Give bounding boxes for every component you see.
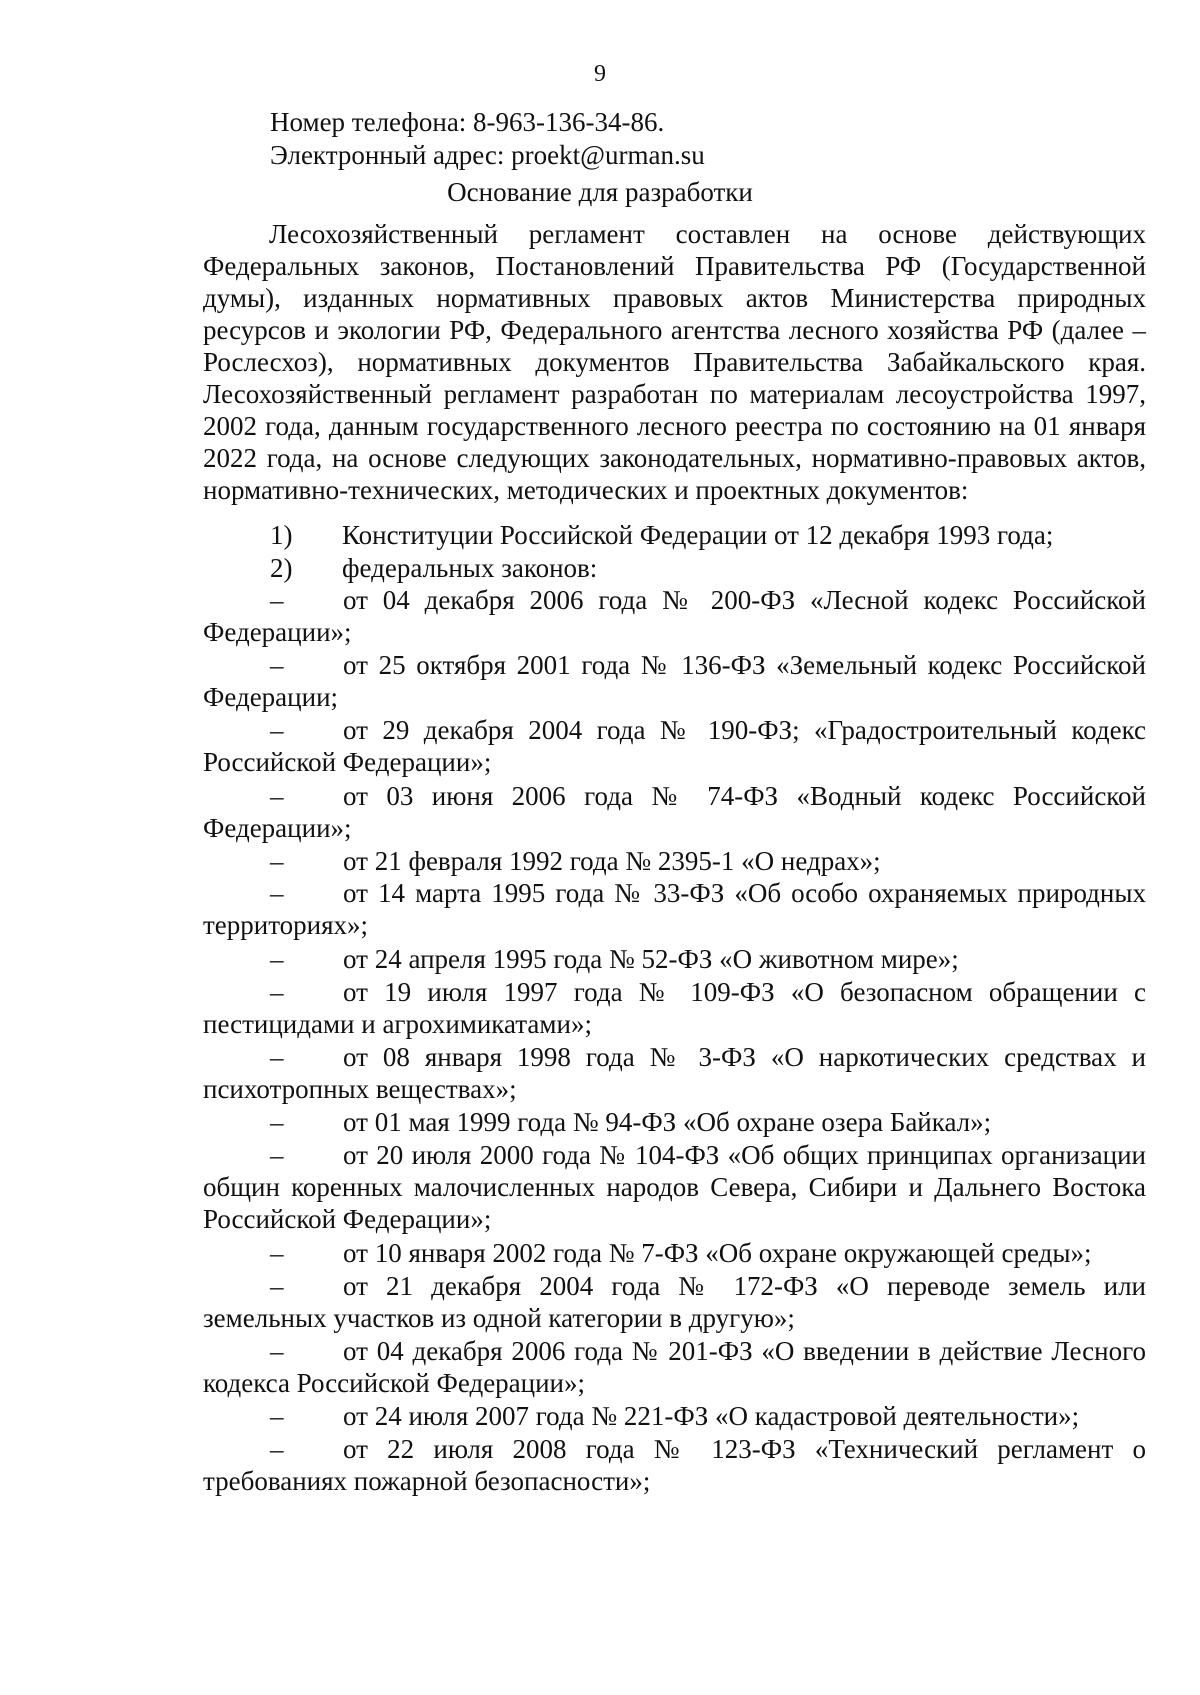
law-item: от 19 июля 1997 года № 109-ФЗ «О безопасном обращении с пестицидами и агрохимикатами»;: [203, 977, 1146, 1039]
law-item: от 25 октября 2001 года № 136-ФЗ «Земельный кодекс Российской Федерации;: [203, 650, 1146, 712]
list-dash: –: [270, 1434, 284, 1464]
law-item: от 21 декабря 2004 года № 172-ФЗ «О переводе земель или земельных участков из одной категории в другую»;: [203, 1271, 1146, 1333]
numbered-item-1-text: Конституции Российской Федерации от 12 декабря 1993 года;: [342, 520, 1054, 550]
list-dash: –: [270, 846, 284, 876]
list-dash: –: [270, 944, 284, 974]
list-dash: –: [270, 878, 284, 908]
law-item: от 04 декабря 2006 года № 201-ФЗ «О введении в действие Лесного кодекса Российской Федерации»;: [203, 1336, 1146, 1398]
law-item: от 20 июля 2000 года № 104-ФЗ «Об общих принципах организации общин коренных малочисленных народов Севера, Сибири и Дальнего Востока Российской Федерации»;: [203, 1140, 1146, 1234]
numbered-item-1-label: 1): [270, 520, 293, 550]
law-item: от 03 июня 2006 года № 74-ФЗ «Водный кодекс Российской Федерации»;: [203, 781, 1146, 843]
law-item: от 24 апреля 1995 года № 52-ФЗ «О животном мире»;: [343, 944, 959, 974]
list-dash: –: [270, 1336, 284, 1366]
list-dash: –: [270, 650, 284, 680]
list-dash: –: [270, 715, 284, 745]
contact-phone: Номер телефона: 8-963-136-34-86.: [270, 107, 665, 137]
law-item: от 24 июля 2007 года № 221-ФЗ «О кадастровой деятельности»;: [343, 1401, 1080, 1431]
list-dash: –: [270, 1238, 284, 1268]
law-item: от 21 февраля 1992 года № 2395-1 «О недрах»;: [343, 846, 881, 876]
law-item: от 29 декабря 2004 года № 190-ФЗ; «Градостроительный кодекс Российской Федерации»;: [203, 715, 1146, 777]
numbered-item-2-text: федеральных законов:: [342, 553, 598, 583]
page-number: 9: [594, 61, 606, 87]
intro-paragraph: Лесохозяйственный регламент составлен на основе действующих Федеральных законов, Постановлений Правительства РФ (Государственной думы), изданных нормативных правовых актов Министерства природных ресурсов и экологии РФ, Федерального агентства лесного хозяйства РФ (далее – Рослесхоз), нормативных документов Правительства Забайкальского края. Лесохозяйственный регламент разработан по материалам лесоустройства 1997, 2002 года, данным государственного лесного реестра по состоянию на 01 января 2022 года, на основе следующих законодательных, нормативно-правовых актов, нормативно-технических, методических и проектных документов:: [203, 219, 1146, 505]
law-item: от 22 июля 2008 года № 123-ФЗ «Технический регламент о требованиях пожарной безопасности»;: [203, 1434, 1146, 1496]
list-dash: –: [270, 585, 284, 615]
list-dash: –: [270, 781, 284, 811]
numbered-item-2-label: 2): [270, 553, 293, 583]
list-dash: –: [270, 1140, 284, 1170]
law-item: от 14 марта 1995 года № 33-ФЗ «Об особо охраняемых природных территориях»;: [203, 878, 1146, 940]
list-dash: –: [270, 1401, 284, 1431]
list-dash: –: [270, 977, 284, 1007]
list-dash: –: [270, 1271, 284, 1301]
law-item: от 10 января 2002 года № 7-ФЗ «Об охране окружающей среды»;: [343, 1238, 1092, 1268]
list-dash: –: [270, 1042, 284, 1072]
list-dash: –: [270, 1107, 284, 1137]
law-item: от 08 января 1998 года № 3-ФЗ «О наркотических средствах и психотропных веществах»;: [203, 1042, 1146, 1104]
law-item: от 01 мая 1999 года № 94-ФЗ «Об охране озера Байкал»;: [343, 1107, 992, 1137]
section-title: Основание для разработки: [447, 177, 753, 207]
law-item: от 04 декабря 2006 года № 200-ФЗ «Лесной кодекс Российской Федерации»;: [203, 585, 1146, 647]
contact-email: Электронный адрес: proekt@urman.su: [270, 140, 705, 170]
